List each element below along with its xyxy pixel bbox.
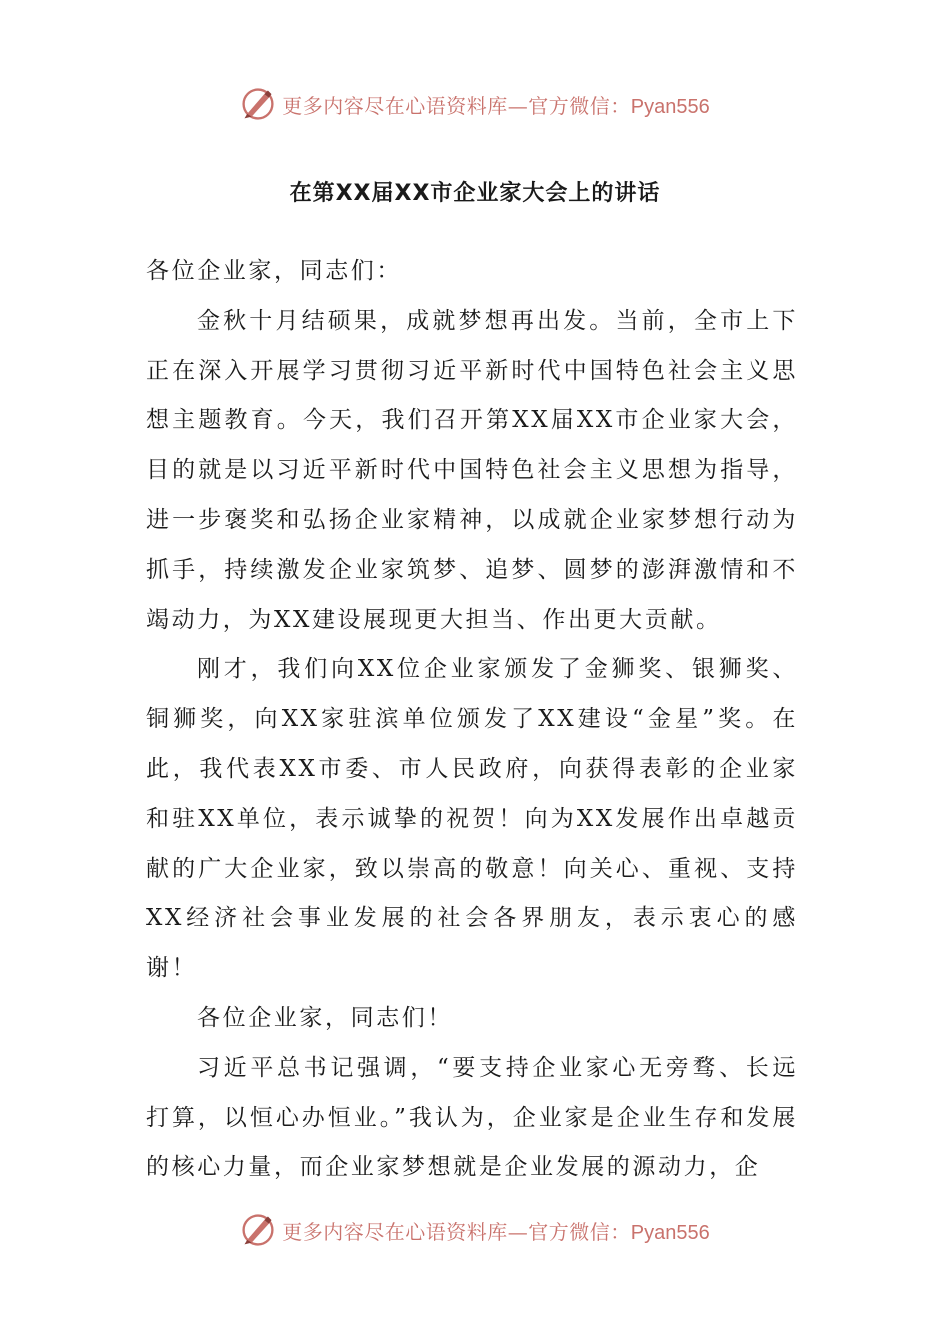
watermark-header bbox=[0, 84, 950, 124]
pen-logo-icon bbox=[240, 86, 276, 122]
paragraph-4: 习近平总书记强调，“要支持企业家心无旁骛、长远打算，以恒心办恒业。”我认为，企业家是企业生存和发展的核心力量，而企业家梦想就是企业发展的源动力，企 bbox=[146, 1054, 798, 1181]
watermark-wechat-id: Pyan556 bbox=[630, 1221, 710, 1244]
paragraph-1: 金秋十月结硕果，成就梦想再出发。当前，全市上下正在深入开展学习贯彻习近平新时代中国特色社会主义思想主题教育。今天，我们召开第XX届XX市企业家大会，目的就是以习近平新时代中国特色社会主义思想为指导，进一步褒奖和弘扬企业家精神，以成就企业家梦想行动为抓手，持续激发企业家筑梦、追梦、圆梦的澎湃激情和不竭动力，为XX建设展现更大担当、作出更大贡献。 bbox=[146, 307, 798, 633]
paragraph-3: 各位企业家，同志们！ bbox=[197, 1004, 453, 1031]
watermark-footer bbox=[0, 1210, 950, 1250]
salutation: 各位企业家，同志们： bbox=[146, 258, 402, 284]
watermark-text: 更多内容尽在心语资料库—官方微信：Pyan556 bbox=[282, 1219, 710, 1244]
paragraph-2: 刚才，我们向XX位企业家颁发了金狮奖、银狮奖、铜狮奖，向XX家驻滨单位颁发了XX建设“金星”奖。在此，我代表XX市委、市人民政府，向获得表彰的企业家和驻XX单位，表示诚挚的祝贺！向为XX发展作出卓越贡献的广大企业家，致以崇高的敬意！向关心、重视、支持XX经济社会事业发展的社会各界朋友，表示衷心的感谢！ bbox=[146, 656, 798, 982]
document-body bbox=[146, 247, 798, 1193]
watermark-text: 更多内容尽在心语资料库—官方微信：Pyan556 bbox=[282, 93, 710, 118]
document-title: 在第XX届XX市企业家大会上的讲话 bbox=[289, 181, 661, 206]
pen-logo-icon bbox=[240, 1212, 276, 1248]
watermark-wechat-id: Pyan556 bbox=[630, 95, 710, 118]
